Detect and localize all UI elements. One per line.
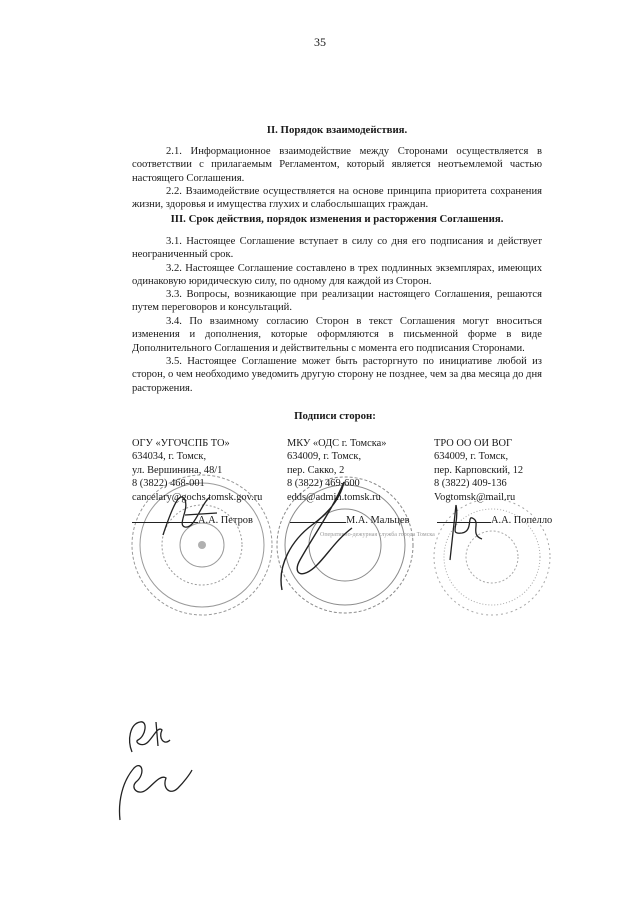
party-3-street: пер. Карповский, 12: [434, 464, 524, 476]
party-2-phone: 8 (3822) 469-600: [287, 478, 360, 490]
signatures-title: Подписи сторон:: [294, 410, 376, 422]
signer-1: А.А. Петров: [198, 515, 253, 526]
margin-initials: [112, 712, 197, 824]
party-1-name: ОГУ «УГОЧСПБ ТО»: [132, 438, 230, 449]
signer-2: М.А. Мальцев: [346, 515, 410, 526]
paragraph-2-1: 2.1. Информационное взаимодействие между Сторонами осуществляется в соответствии с прилагаемым Регламентом, который является неотъемлемой частью настоящего Соглашения.: [132, 146, 542, 184]
paragraph-3-1: 3.1. Настоящее Соглашение вступает в силу со дня его подписания и действует неограниченный срок.: [132, 236, 542, 261]
party-2-name: МКУ «ОДС г. Томска»: [287, 438, 387, 449]
handwritten-signature-3: [440, 495, 490, 565]
paragraph-3-4: 3.4. По взаимному согласию Сторон в текст Соглашения могут вноситься изменения и дополнения, которые оформляются в письменной форме в виде Дополнительного Соглашения и действительны с момента его подписания Сторонами.: [132, 316, 542, 354]
party-3-phone: 8 (3822) 409-136: [434, 478, 507, 490]
handwritten-signature-1: [155, 485, 225, 545]
page-number: 35: [314, 35, 326, 49]
stamp-seal-2-text: Оперативно-дежурная служба города Томска: [320, 532, 435, 538]
section-2-title: II. Порядок взаимодействия.: [266, 124, 408, 136]
party-2-street: пер. Сакко, 2: [287, 464, 345, 476]
party-1-email: cancelary@gochs.tomsk.gov.ru: [132, 491, 263, 503]
party-3: [434, 437, 594, 504]
handwritten-signature-2: [262, 470, 367, 600]
party-1-phone: 8 (3822) 468-001: [132, 478, 205, 490]
party-1-street: ул. Вершинина, 48/1: [132, 464, 223, 476]
paragraph-3-5: 3.5. Настоящее Соглашение может быть расторгнуто по инициативе любой из сторон, о чем необходимо уведомить другую сторону не позднее, чем за два месяца до дня расторжения.: [132, 356, 542, 394]
paragraph-3-2: 3.2. Настоящее Соглашение составлено в трех подлинных экземплярах, имеющих одинаковую юридическую силу, по одному для каждой из Сторон.: [132, 263, 542, 288]
party-1-postal: 634034, г. Томск,: [132, 451, 207, 463]
paragraph-3-3: 3.3. Вопросы, возникающие при реализации настоящего Соглашения, решаются путем переговоров и консультаций.: [132, 289, 542, 314]
signer-3: А.А. Попелло: [491, 515, 553, 526]
paragraph-2-2: 2.2. Взаимодействие осуществляется на основе принципа приоритета сохранения жизни, здоровья и имущества глухих и слабослышащих граждан.: [132, 186, 542, 211]
party-2-email: edds@admin.tomsk.ru: [287, 491, 381, 503]
party-3-email: Vogtomsk@mail.ru: [434, 491, 516, 503]
party-2-postal: 634009, г. Томск,: [287, 451, 362, 463]
party-3-postal: 634009, г. Томск,: [434, 451, 509, 463]
section-3-title: III. Срок действия, порядок изменения и расторжения Соглашения.: [170, 213, 504, 225]
party-3-name: ТРО ОО ОИ ВОГ: [434, 438, 513, 449]
